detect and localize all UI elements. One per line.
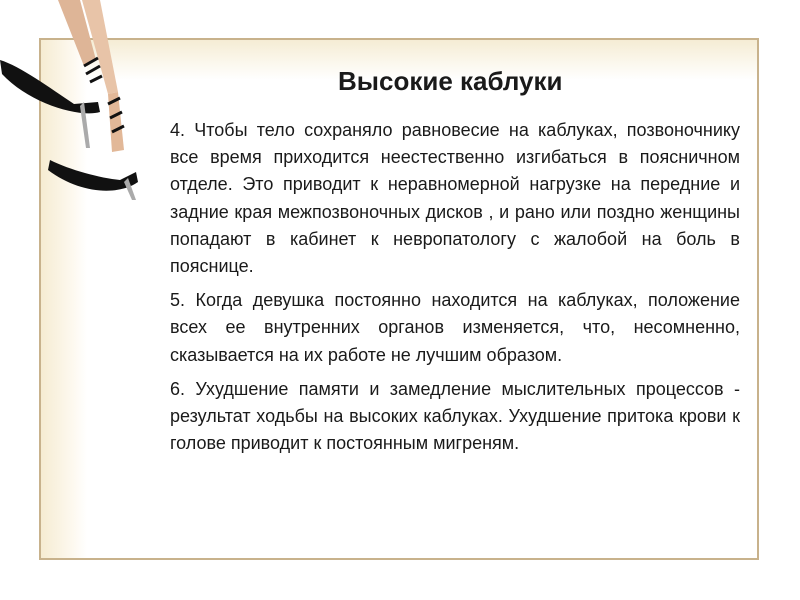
paragraph-6: 6. Ухудшение памяти и замедление мыслительных процессов - результат ходьбы на высоких каблуках. Ухудшение притока крови к голове приводит к постоянным мигреням. <box>170 378 740 454</box>
paragraph-5: 5. Когда девушка постоянно находится на каблуках, положение всех ее внутренних органов изменяется, что, несомненно, сказывается на их работе не лучшим образом. <box>170 290 740 365</box>
paragraph-4: 4. Чтобы тело сохраняло равновесие на каблуках, позвоночнику все время приходится неестественно изгибаться в поясничном отделе. Это приводит к неравномерной нагрузке на передние и задние края межпозвоночных дисков , и рано или поздно женщины попадают в кабинет к невропатологу с жалобой на боль в пояснице. <box>170 120 740 277</box>
slide-body <box>170 117 740 464</box>
slide-title: Высокие каблуки <box>338 66 563 96</box>
high-heels-image <box>0 0 140 200</box>
